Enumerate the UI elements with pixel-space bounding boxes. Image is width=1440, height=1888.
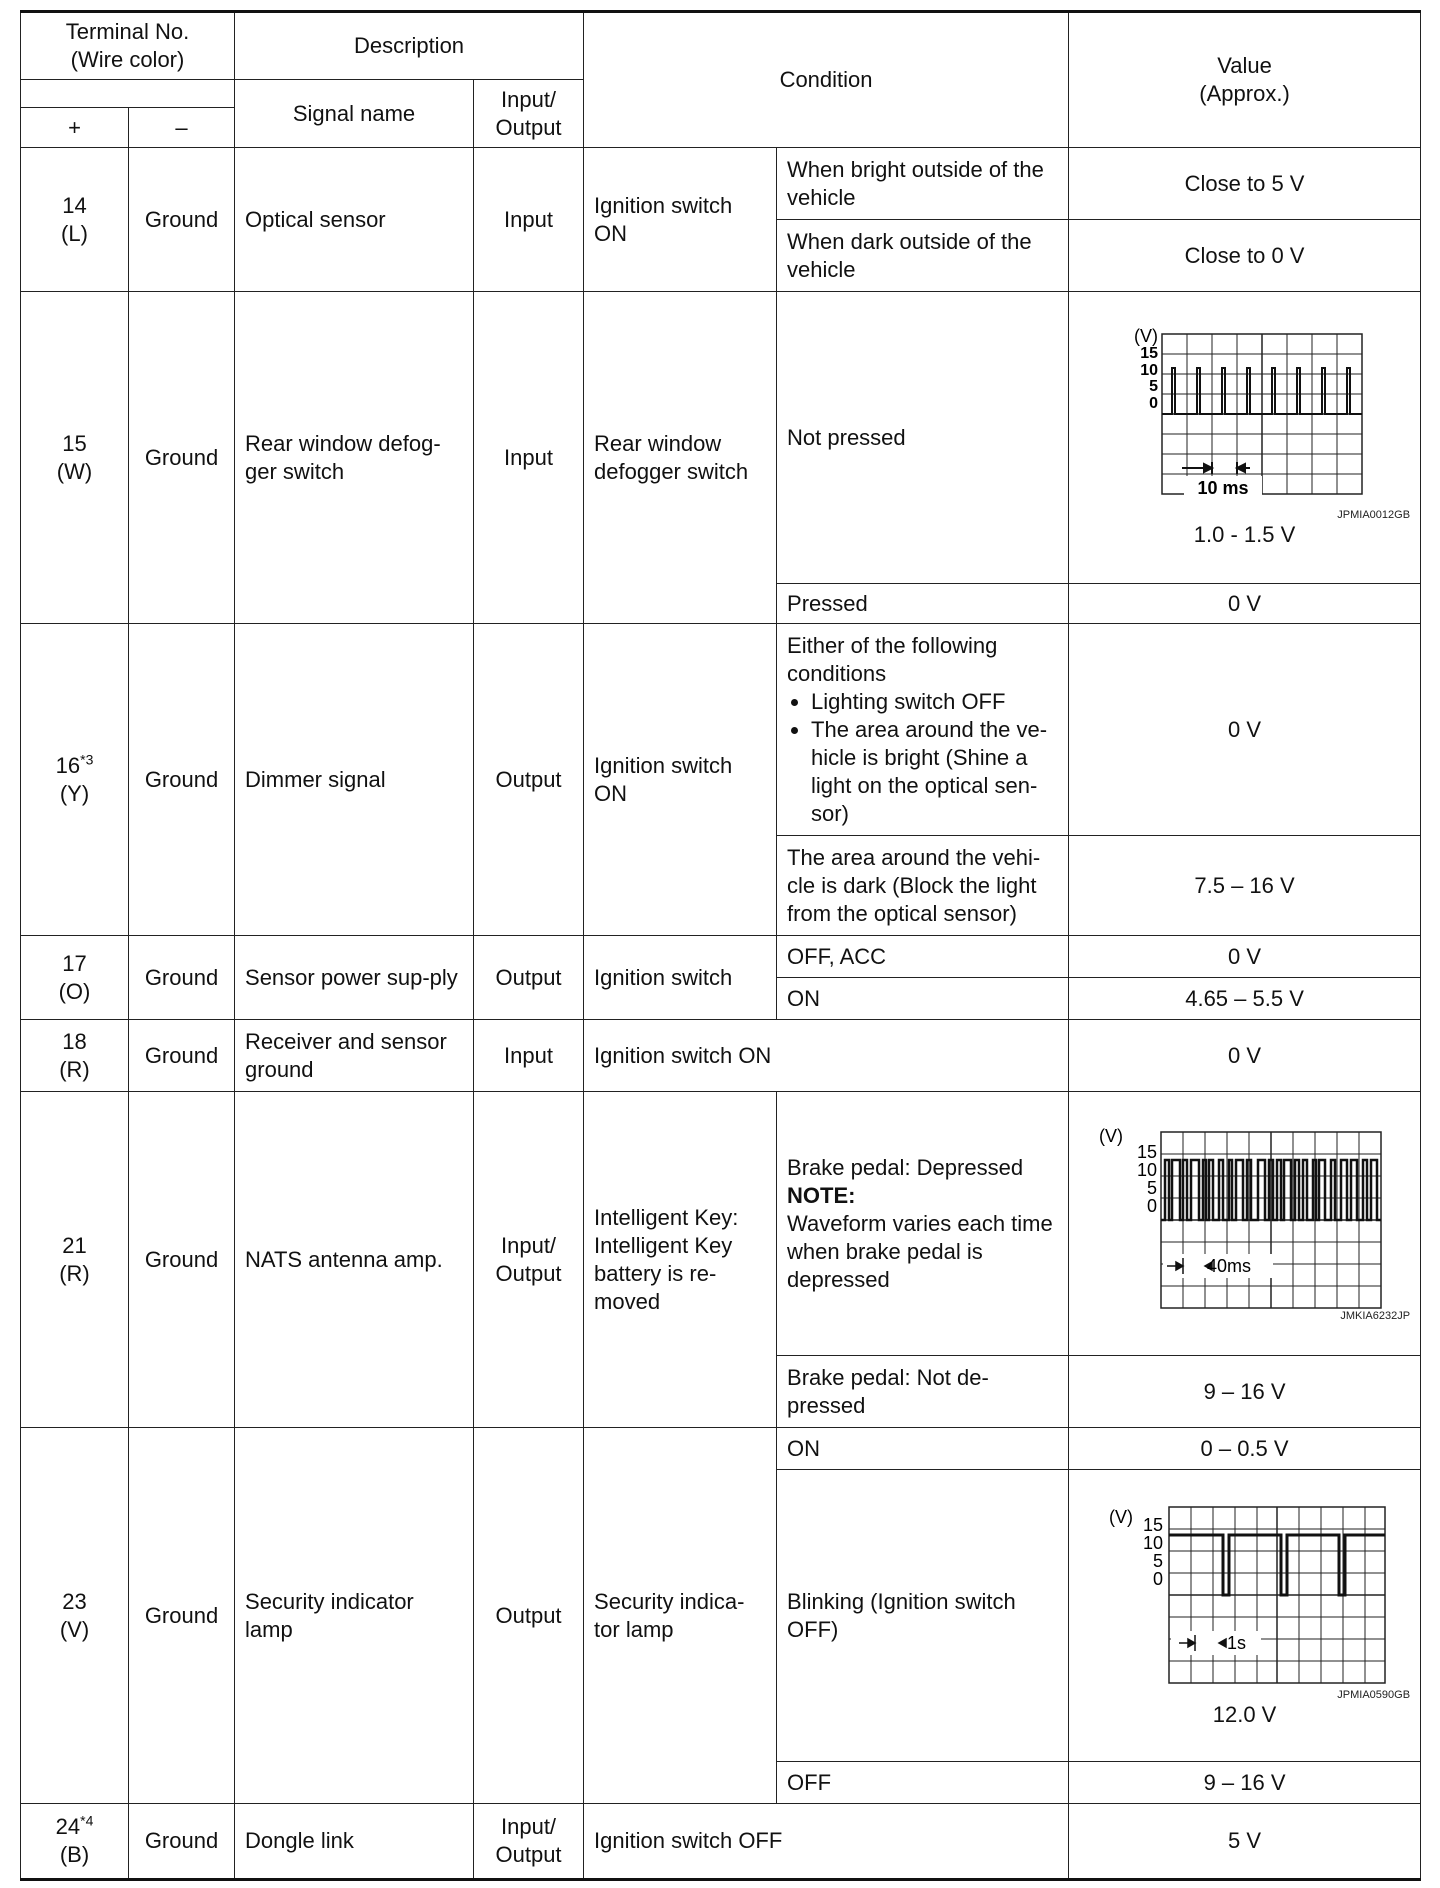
value-cell: 0 V <box>1069 584 1421 624</box>
terminal-cell <box>21 1020 129 1092</box>
sub-condition-cell: The area around the vehi-cle is dark (Block the light from the optical sensor) <box>777 836 1069 936</box>
table-row <box>21 292 1421 584</box>
figure-code: JPMIA0590GB <box>1337 1689 1411 1701</box>
ground-cell: Ground <box>129 624 235 936</box>
sub-condition-cell: OFF <box>777 1762 1069 1804</box>
header-input-output <box>474 80 584 148</box>
ground-cell: Ground <box>129 936 235 1020</box>
value-cell: 0 V <box>1069 936 1421 978</box>
terminal-cell <box>21 148 129 292</box>
footnote-ref: *3 <box>80 751 94 768</box>
header-condition: Condition <box>584 12 1069 148</box>
sub-condition-cell: Not pressed <box>777 292 1069 584</box>
ground-cell: Ground <box>129 1428 235 1804</box>
io-label: Output <box>495 1260 562 1286</box>
terminal-cell <box>21 1804 129 1880</box>
sub-condition-cell <box>777 624 1069 836</box>
waveform-tick-label: 5 <box>1146 1178 1157 1198</box>
sub-condition-cell: ON <box>777 978 1069 1020</box>
condition-cell: Security indica-tor lamp <box>584 1428 777 1804</box>
figure-code: JMKIA6232JP <box>1340 1310 1411 1322</box>
condition-cell: Ignition switch ON <box>584 1020 1069 1092</box>
waveform-grid <box>1169 1507 1385 1683</box>
waveform-tick-label: 15 <box>1142 1515 1163 1535</box>
condition-cell: Ignition switch OFF <box>584 1804 1069 1880</box>
header-description: Description <box>235 12 584 80</box>
waveform-value-cell <box>1069 1092 1421 1356</box>
waveform-tick-label: 5 <box>1152 1551 1163 1571</box>
io-cell: Input <box>474 292 584 624</box>
waveform-tick-label: 15 <box>1136 1142 1157 1162</box>
sub-condition-cell: When dark outside of the vehicle <box>777 220 1069 292</box>
header-plus: + <box>21 108 129 148</box>
signal-name-cell: Security indicator lamp <box>235 1428 474 1804</box>
terminal-cell <box>21 1092 129 1428</box>
terminal-number: 15 <box>62 430 87 456</box>
terminal-spec-sheet <box>20 10 1420 1881</box>
condition-cell: Ignition switch <box>584 936 777 1020</box>
value-cell: 7.5 – 16 V <box>1069 836 1421 936</box>
waveform-tick-label: 10 <box>1136 1160 1157 1180</box>
value-cell: 0 V <box>1069 624 1421 836</box>
waveform-unit-label: (V) <box>1133 327 1158 346</box>
terminal-cell <box>21 1428 129 1804</box>
waveform-tick-label: 0 <box>1148 394 1158 412</box>
wire-color: (R) <box>59 1260 90 1286</box>
note-label: NOTE: <box>787 1182 856 1208</box>
waveform-tick-label: 15 <box>1139 344 1158 362</box>
value-cell: 0 V <box>1069 1020 1421 1092</box>
footnote-ref: *4 <box>80 1812 94 1829</box>
header-output-label: Output <box>495 114 562 140</box>
wire-color: (V) <box>59 1616 90 1642</box>
waveform-value-cell <box>1069 1470 1421 1762</box>
terminal-number: 18 <box>62 1028 87 1054</box>
terminal-number-text: 24 <box>55 1814 81 1839</box>
header-row-1 <box>21 12 1421 80</box>
value-text: 1.0 - 1.5 V <box>1193 521 1296 547</box>
value-cell: 9 – 16 V <box>1069 1356 1421 1428</box>
table-row <box>21 1428 1421 1470</box>
terminal-cell <box>21 936 129 1020</box>
value-cell: Close to 0 V <box>1069 220 1421 292</box>
waveform-scale-label: 1s <box>1226 1633 1246 1653</box>
terminal-number: 17 <box>62 950 87 976</box>
signal-name-cell: NATS antenna amp. <box>235 1092 474 1428</box>
waveform-chart <box>1095 1503 1395 1688</box>
terminal-number <box>31 752 118 780</box>
terminal-cell <box>21 624 129 936</box>
condition-intro: Either of the following conditions <box>787 632 998 686</box>
header-value-label: Value <box>1217 53 1272 78</box>
value-cell: 4.65 – 5.5 V <box>1069 978 1421 1020</box>
table-row <box>21 148 1421 220</box>
condition-bullet: • Lighting switch OFF <box>811 688 1058 716</box>
signal-name-cell: Dimmer signal <box>235 624 474 936</box>
io-label: Input/ <box>501 1232 557 1258</box>
wire-color: (B) <box>59 1842 90 1867</box>
value-cell: 0 – 0.5 V <box>1069 1428 1421 1470</box>
ground-cell: Ground <box>129 1092 235 1428</box>
wire-color: (R) <box>59 1056 90 1082</box>
value-cell: 5 V <box>1069 1804 1421 1880</box>
condition-cell: Intelligent Key: Intelligent Key battery is re-moved <box>584 1092 777 1428</box>
header-signal-name: Signal name <box>235 80 474 148</box>
io-label: Input/ <box>501 1814 557 1839</box>
io-cell <box>474 1804 584 1880</box>
waveform-tick-label: 0 <box>1152 1569 1163 1589</box>
sub-condition-cell: ON <box>777 1428 1069 1470</box>
ground-cell: Ground <box>129 1804 235 1880</box>
waveform-unit-label: (V) <box>1108 1507 1133 1527</box>
table-row <box>21 936 1421 978</box>
note-text: Waveform varies each time when brake pedal is depressed <box>787 1210 1053 1292</box>
header-approx-label: (Approx.) <box>1199 81 1290 106</box>
table-row <box>21 624 1421 836</box>
terminal-table <box>20 10 1421 1881</box>
figure-code: JPMIA0012GB <box>1337 508 1411 521</box>
io-cell: Output <box>474 936 584 1020</box>
terminal-number: 23 <box>62 1588 87 1614</box>
condition-cell: Ignition switch ON <box>584 148 777 292</box>
condition-cell: Ignition switch ON <box>584 624 777 936</box>
table-row <box>21 1020 1421 1092</box>
waveform-value-cell <box>1069 292 1421 584</box>
terminal-cell <box>21 292 129 624</box>
signal-name-cell: Sensor power sup-ply <box>235 936 474 1020</box>
io-cell: Input <box>474 148 584 292</box>
terminal-number: 21 <box>62 1232 87 1258</box>
header-minus: – <box>129 108 235 148</box>
value-text: 12.0 V <box>1212 1702 1277 1727</box>
sub-condition-cell: Pressed <box>777 584 1069 624</box>
condition-bullet-list <box>787 688 1058 828</box>
io-cell: Output <box>474 624 584 936</box>
header-terminal-no <box>21 12 235 80</box>
ground-cell: Ground <box>129 292 235 624</box>
wire-color: (O) <box>58 978 91 1004</box>
header-terminal-label: Terminal No. <box>65 19 190 44</box>
waveform-unit-label: (V) <box>1098 1126 1123 1146</box>
value-cell: Close to 5 V <box>1069 148 1421 220</box>
waveform-chart <box>1120 328 1370 508</box>
ground-cell: Ground <box>129 1020 235 1092</box>
sub-condition-cell <box>777 1092 1069 1356</box>
table-row <box>21 1092 1421 1356</box>
condition-bullet: • The area around the ve-hicle is bright (Shine a light on the optical sen-sor) <box>811 716 1058 828</box>
wire-color: (W) <box>56 458 93 484</box>
waveform-tick-label: 10 <box>1142 1533 1163 1553</box>
io-label: Output <box>495 1842 562 1867</box>
header-wire-color-label: (Wire color) <box>70 47 185 72</box>
sub-condition-cell: Brake pedal: Not de-pressed <box>777 1356 1069 1428</box>
terminal-number: 14 <box>62 192 87 218</box>
waveform-tick-label: 10 <box>1139 361 1158 379</box>
time-scale-marker <box>1182 462 1250 474</box>
table-row <box>21 1804 1421 1880</box>
terminal-number <box>31 1813 118 1841</box>
signal-name-cell: Optical sensor <box>235 148 474 292</box>
io-cell: Output <box>474 1428 584 1804</box>
signal-name-cell: Receiver and sensor ground <box>235 1020 474 1092</box>
signal-name-cell: Rear window defog-ger switch <box>235 292 474 624</box>
wire-color: (Y) <box>59 780 90 806</box>
condition-cell: Rear window defogger switch <box>584 292 777 624</box>
waveform-scale-label: 40ms <box>1206 1256 1251 1276</box>
io-cell <box>474 1092 584 1428</box>
terminal-number-text: 16 <box>55 752 81 778</box>
wire-color: (L) <box>61 220 88 246</box>
ground-cell: Ground <box>129 148 235 292</box>
signal-name-cell: Dongle link <box>235 1804 474 1880</box>
header-input-label: Input/ <box>501 86 557 112</box>
waveform-chart <box>1095 1124 1395 1309</box>
waveform-tick-label: 0 <box>1146 1196 1157 1216</box>
value-cell: 9 – 16 V <box>1069 1762 1421 1804</box>
sub-condition-cell: OFF, ACC <box>777 936 1069 978</box>
waveform-scale-label: 10 ms <box>1197 477 1249 498</box>
header-value <box>1069 12 1421 148</box>
waveform-tick-label: 5 <box>1148 377 1158 395</box>
sub-condition-cell: Blinking (Ignition switch OFF) <box>777 1470 1069 1762</box>
header-spacer <box>21 80 235 108</box>
condition-text: Brake pedal: Depressed <box>787 1154 1024 1180</box>
sub-condition-cell: When bright outside of the vehicle <box>777 148 1069 220</box>
io-cell: Input <box>474 1020 584 1092</box>
